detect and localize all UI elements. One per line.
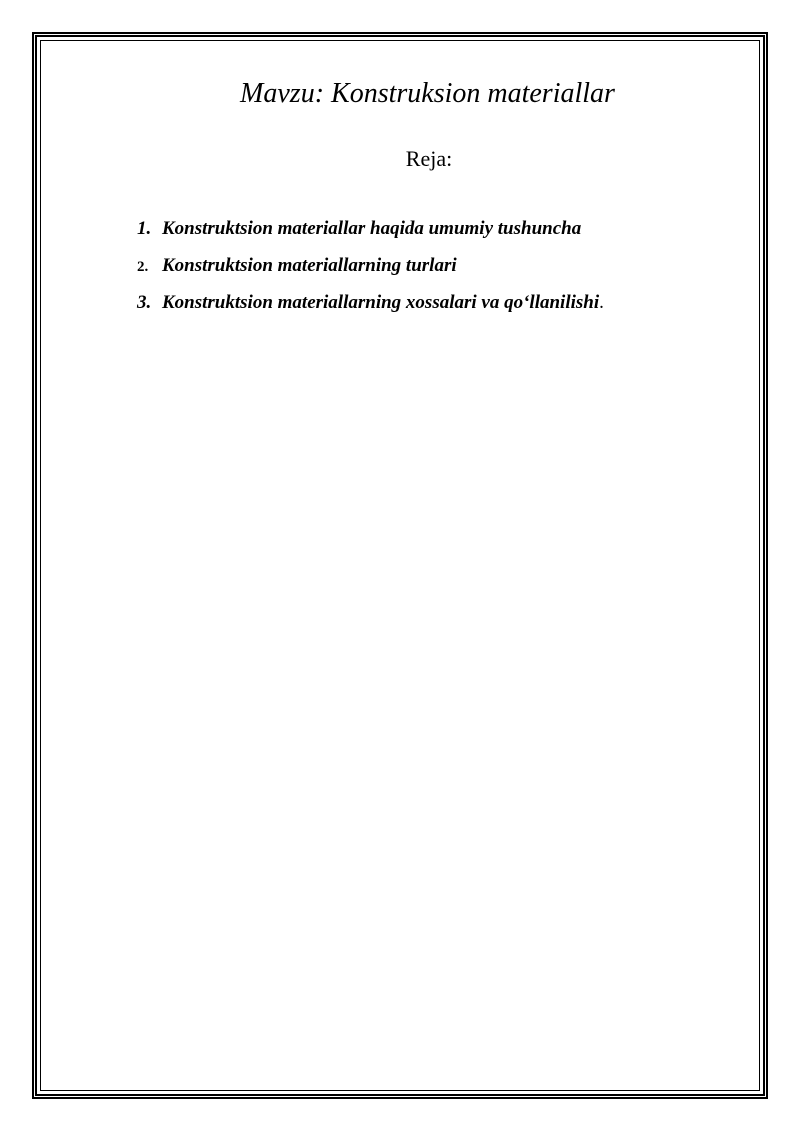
page-border-inner [40,40,760,1091]
plan-item-text: Konstruktsion materiallarning turlari [162,255,457,276]
plan-item-period: . [599,292,604,313]
plan-item [137,218,604,255]
plan-item-text: Konstruktsion materiallarning xossalari va qo‘llanilishi [162,292,600,313]
plan-item-number: 1. [137,218,152,239]
page-border [32,32,768,1099]
plan-item [137,292,604,329]
plan-item-number: 2. [137,259,149,275]
document-subtitle: Reja: [405,146,453,171]
plan-list [137,218,604,329]
document-title: Mavzu: Konstruksion materiallar [240,78,615,109]
plan-item-text: Konstruktsion materiallar haqida umumiy tushuncha [162,218,582,239]
plan-item-number: 3. [137,292,152,313]
plan-item [137,255,604,292]
